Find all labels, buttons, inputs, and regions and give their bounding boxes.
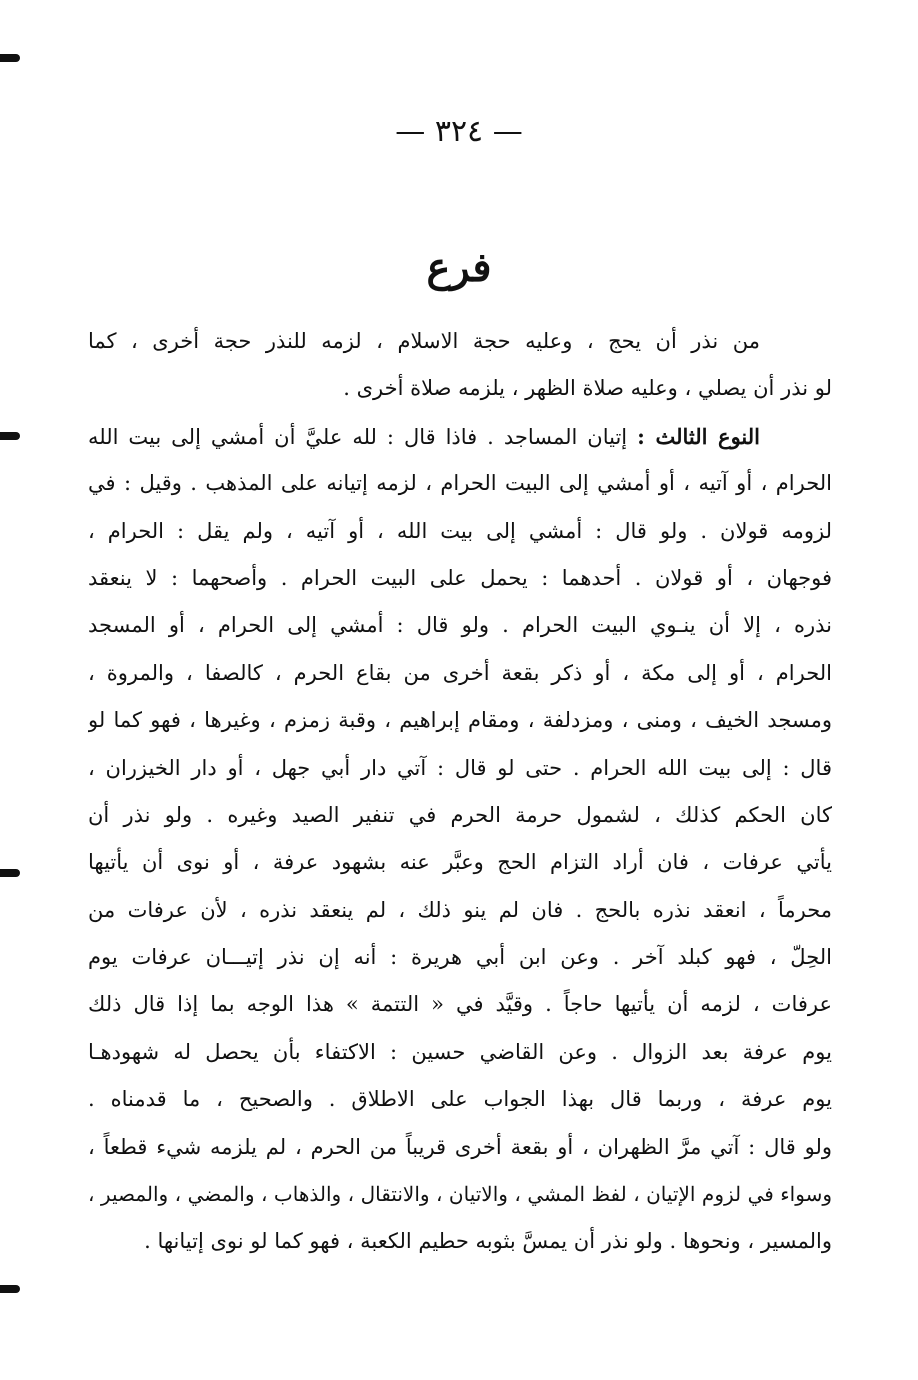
margin-mark — [0, 1285, 20, 1293]
text-line — [88, 1029, 832, 1076]
line-text: ولو قال : آتي مرَّ الظهران ، أو بقعة أخرى قريباً من الحرم ، لم يلزمه شيء قطعاً ، — [88, 1134, 832, 1159]
text-line — [88, 318, 832, 365]
line-text: يوم عرفة ، وربما قال بهذا الجواب على الاطلاق . والصحيح ، ما قدمناه . — [88, 1087, 832, 1112]
margin-mark — [0, 432, 20, 440]
line-text: يأتي عرفات ، فان أراد التزام الحج وعبَّر عنه بشهود عرفة ، أو نوى أن يأتيها — [88, 850, 832, 875]
text-line — [88, 460, 832, 507]
line-text: لو نذر أن يصلي ، وعليه صلاة الظهر ، يلزمه صلاة أخرى . — [343, 376, 832, 401]
line-text: والمسير ، ونحوها . ولو نذر أن يمسَّ بثوبه حطيم الكعبة ، فهو كما لو نوى إتيانها . — [144, 1229, 832, 1254]
line-text: يوم عرفة بعد الزوال . وعن القاضي حسين : الاكتفاء بأن يحصل له شهودهـا — [88, 1039, 832, 1064]
margin-mark — [0, 54, 20, 62]
text-line — [88, 650, 832, 697]
body-text — [88, 318, 832, 1266]
line-text: قال : إلى بيت الله الحرام . حتى لو قال : آتي دار أبي جهل ، أو دار الخيزران ، — [88, 755, 832, 780]
line-text: فوجهان ، أو قولان . أحدهما : يحمل على البيت الحرام . وأصحهما : لا ينعقد — [88, 565, 832, 590]
text-line — [88, 1076, 832, 1123]
line-text: إتيان المساجد . فاذا قال : لله عليَّ أن أمشي إلى بيت الله — [88, 424, 638, 449]
line-text: الحِلّ ، فهو كبلد آخر . وعن ابن أبي هريرة : أنه إن نذر إتيـــان عرفات يوم — [88, 945, 832, 970]
text-line — [88, 839, 832, 886]
text-line — [88, 1124, 832, 1171]
text-line — [88, 1218, 832, 1265]
section-heading: فرع — [426, 244, 492, 291]
text-line — [88, 934, 832, 981]
text-line — [88, 1171, 832, 1218]
text-line — [88, 365, 832, 412]
line-text: نذره ، إلا أن ينـوي البيت الحرام . ولو قال : أمشي إلى الحرام ، أو المسجد — [88, 613, 832, 638]
text-line — [88, 413, 832, 460]
page-number: — ٣٢٤ — — [395, 114, 523, 149]
text-line — [88, 745, 832, 792]
section-lead: النوع الثالث : — [637, 423, 760, 449]
text-line — [88, 792, 832, 839]
text-line — [88, 555, 832, 602]
line-text: الحرام ، أو آتيه ، أو أمشي إلى البيت الحرام ، لزمه إتيانه على المذهب . وقيل : في — [88, 471, 832, 496]
line-text: كان الحكم كذلك ، لشمول حرمة الحرم في تنفير الصيد وغيره . ولو نذر أن — [88, 802, 832, 827]
line-text: ومسجد الخيف ، ومنى ، ومزدلفة ، ومقام إبراهيم ، وقبة زمزم ، وغيرها ، فهو كما لو — [88, 708, 832, 733]
text-line — [88, 602, 832, 649]
line-text: الحرام ، أو إلى مكة ، أو ذكر بقعة أخرى من بقاع الحرم ، كالصفا ، والمروة ، — [88, 660, 832, 685]
text-line — [88, 981, 832, 1028]
text-line — [88, 508, 832, 555]
text-line — [88, 887, 832, 934]
line-text: وسواء في لزوم الإتيان ، لفظ المشي ، والاتيان ، والانتقال ، والذهاب ، والمضي ، والمصير ، — [88, 1182, 832, 1207]
line-text: عرفات ، لزمه أن يأتيها حاجاً . وقيَّد في « التتمة » هذا الوجه بما إذا قال ذلك — [88, 992, 832, 1017]
text-line — [88, 697, 832, 744]
margin-mark — [0, 869, 20, 877]
line-text: محرماً ، انعقد نذره بالحج . فان لم ينو ذلك ، لم ينعقد نذره ، لأن عرفات من — [88, 897, 832, 922]
line-text: من نذر أن يحج ، وعليه حجة الاسلام ، لزمه للنذر حجة أخرى ، كما — [88, 329, 760, 353]
line-text: لزومه قولان . ولو قال : أمشي إلى بيت الله ، أو آتيه ، ولم يقل : الحرام ، — [88, 518, 832, 543]
